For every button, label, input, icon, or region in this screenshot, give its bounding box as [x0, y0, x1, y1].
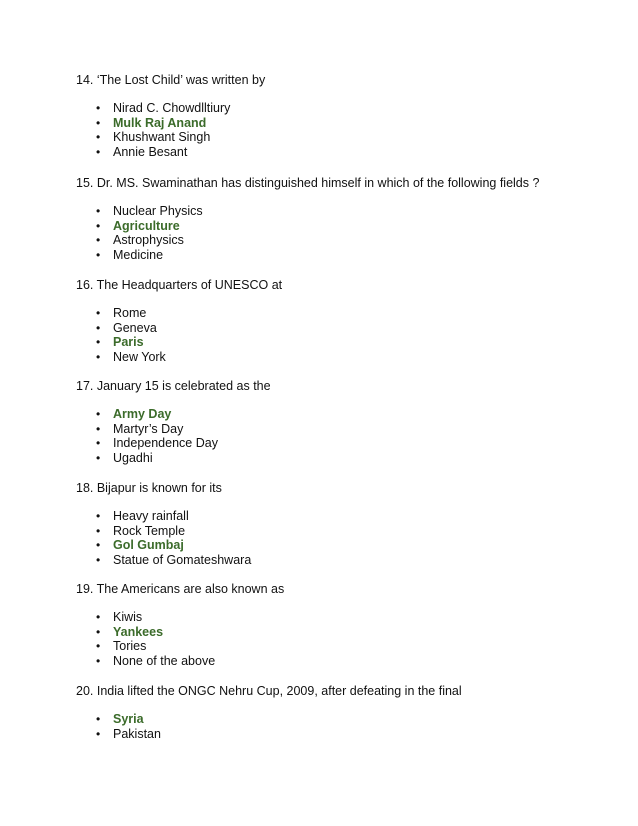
bullet-icon: •: [96, 218, 101, 233]
option-list: [96, 101, 230, 159]
bullet-icon: •: [96, 335, 101, 349]
bullet-icon: •: [96, 509, 101, 523]
bullet-icon: •: [96, 204, 101, 218]
bullet-icon: •: [96, 320, 101, 335]
bullet-icon: •: [96, 610, 101, 624]
option-label: Nuclear Physics: [113, 204, 203, 218]
option-item: [96, 233, 203, 248]
question-text: 20. India lifted the ONGC Nehru Cup, 2009, after defeating in the final: [76, 684, 462, 698]
option-label: Independence Day: [113, 436, 218, 450]
bullet-icon: •: [96, 653, 101, 668]
question-text: 15. Dr. MS. Swaminathan has distinguished himself in which of the following fields ?: [76, 176, 540, 190]
option-label: Ugadhi: [113, 450, 153, 465]
question-text: 18. Bijapur is known for its: [76, 481, 222, 495]
question-15: [76, 176, 616, 262]
option-list: [96, 712, 161, 741]
bullet-icon: •: [96, 421, 101, 436]
question-14: [76, 73, 616, 159]
option-item: [96, 101, 230, 116]
bullet-icon: •: [96, 538, 101, 552]
option-list: [96, 509, 251, 567]
option-label: Statue of Gomateshwara: [113, 552, 252, 567]
option-item-correct: [96, 335, 166, 350]
option-label: Agriculture: [113, 218, 180, 233]
option-item: [96, 553, 251, 568]
option-item: [96, 248, 203, 263]
option-item: [96, 451, 218, 466]
question-text: 14. ‘The Lost Child’ was written by: [76, 73, 266, 87]
bullet-icon: •: [96, 407, 101, 421]
option-item-correct: [96, 116, 230, 131]
option-list: [96, 407, 218, 465]
bullet-icon: •: [96, 552, 101, 567]
bullet-icon: •: [96, 436, 101, 450]
option-label: Rock Temple: [113, 523, 186, 538]
option-item-correct: [96, 538, 251, 553]
bullet-icon: •: [96, 450, 101, 465]
bullet-icon: •: [96, 115, 101, 130]
option-label: Kiwis: [113, 610, 143, 624]
question-text: 19. The Americans are also known as: [76, 582, 285, 596]
bullet-icon: •: [96, 726, 101, 741]
question-text: 17. January 15 is celebrated as the: [76, 379, 271, 393]
option-label: Army Day: [113, 407, 172, 421]
question-19: [76, 582, 616, 668]
question-18: [76, 481, 616, 567]
option-label: Geneva: [113, 320, 157, 335]
option-label: Astrophysics: [113, 233, 184, 247]
option-item: [96, 610, 215, 625]
option-label: Yankees: [113, 624, 164, 639]
option-label: New York: [113, 349, 166, 364]
bullet-icon: •: [96, 306, 101, 320]
bullet-icon: •: [96, 712, 101, 726]
option-label: Khushwant Singh: [113, 130, 211, 144]
option-item: [96, 727, 161, 742]
bullet-icon: •: [96, 247, 101, 262]
option-label: Gol Gumbaj: [113, 538, 184, 552]
question-20: [76, 684, 616, 741]
bullet-icon: •: [96, 233, 101, 247]
option-label: Heavy rainfall: [113, 509, 189, 523]
option-label: Nirad C. Chowdlltiury: [113, 101, 231, 115]
question-16: [76, 278, 616, 364]
bullet-icon: •: [96, 624, 101, 639]
option-label: Medicine: [113, 247, 164, 262]
option-label: Syria: [113, 712, 144, 726]
option-label: Tories: [113, 639, 147, 653]
option-label: Pakistan: [113, 726, 161, 741]
bullet-icon: •: [96, 130, 101, 144]
option-item: [96, 422, 218, 437]
option-label: Rome: [113, 306, 147, 320]
option-label: Mulk Raj Anand: [113, 115, 207, 130]
option-item: [96, 654, 215, 669]
option-list: [96, 610, 215, 668]
option-label: Paris: [113, 335, 144, 349]
option-item: [96, 145, 230, 160]
option-item: [96, 436, 218, 451]
option-label: Martyr’s Day: [113, 421, 184, 436]
question-text: 16. The Headquarters of UNESCO at: [76, 278, 283, 292]
option-list: [96, 306, 166, 364]
option-item: [96, 639, 215, 654]
bullet-icon: •: [96, 639, 101, 653]
option-item: [96, 509, 251, 524]
bullet-icon: •: [96, 523, 101, 538]
option-item-correct: [96, 407, 218, 422]
option-item: [96, 306, 166, 321]
option-item-correct: [96, 625, 215, 640]
option-item: [96, 204, 203, 219]
option-item-correct: [96, 219, 203, 234]
bullet-icon: •: [96, 101, 101, 115]
question-17: [76, 379, 616, 465]
option-item: [96, 524, 251, 539]
option-label: Annie Besant: [113, 144, 188, 159]
bullet-icon: •: [96, 144, 101, 159]
option-item-correct: [96, 712, 161, 727]
option-item: [96, 350, 166, 365]
bullet-icon: •: [96, 349, 101, 364]
option-label: None of the above: [113, 653, 216, 668]
option-item: [96, 130, 230, 145]
option-list: [96, 204, 203, 262]
option-item: [96, 321, 166, 336]
